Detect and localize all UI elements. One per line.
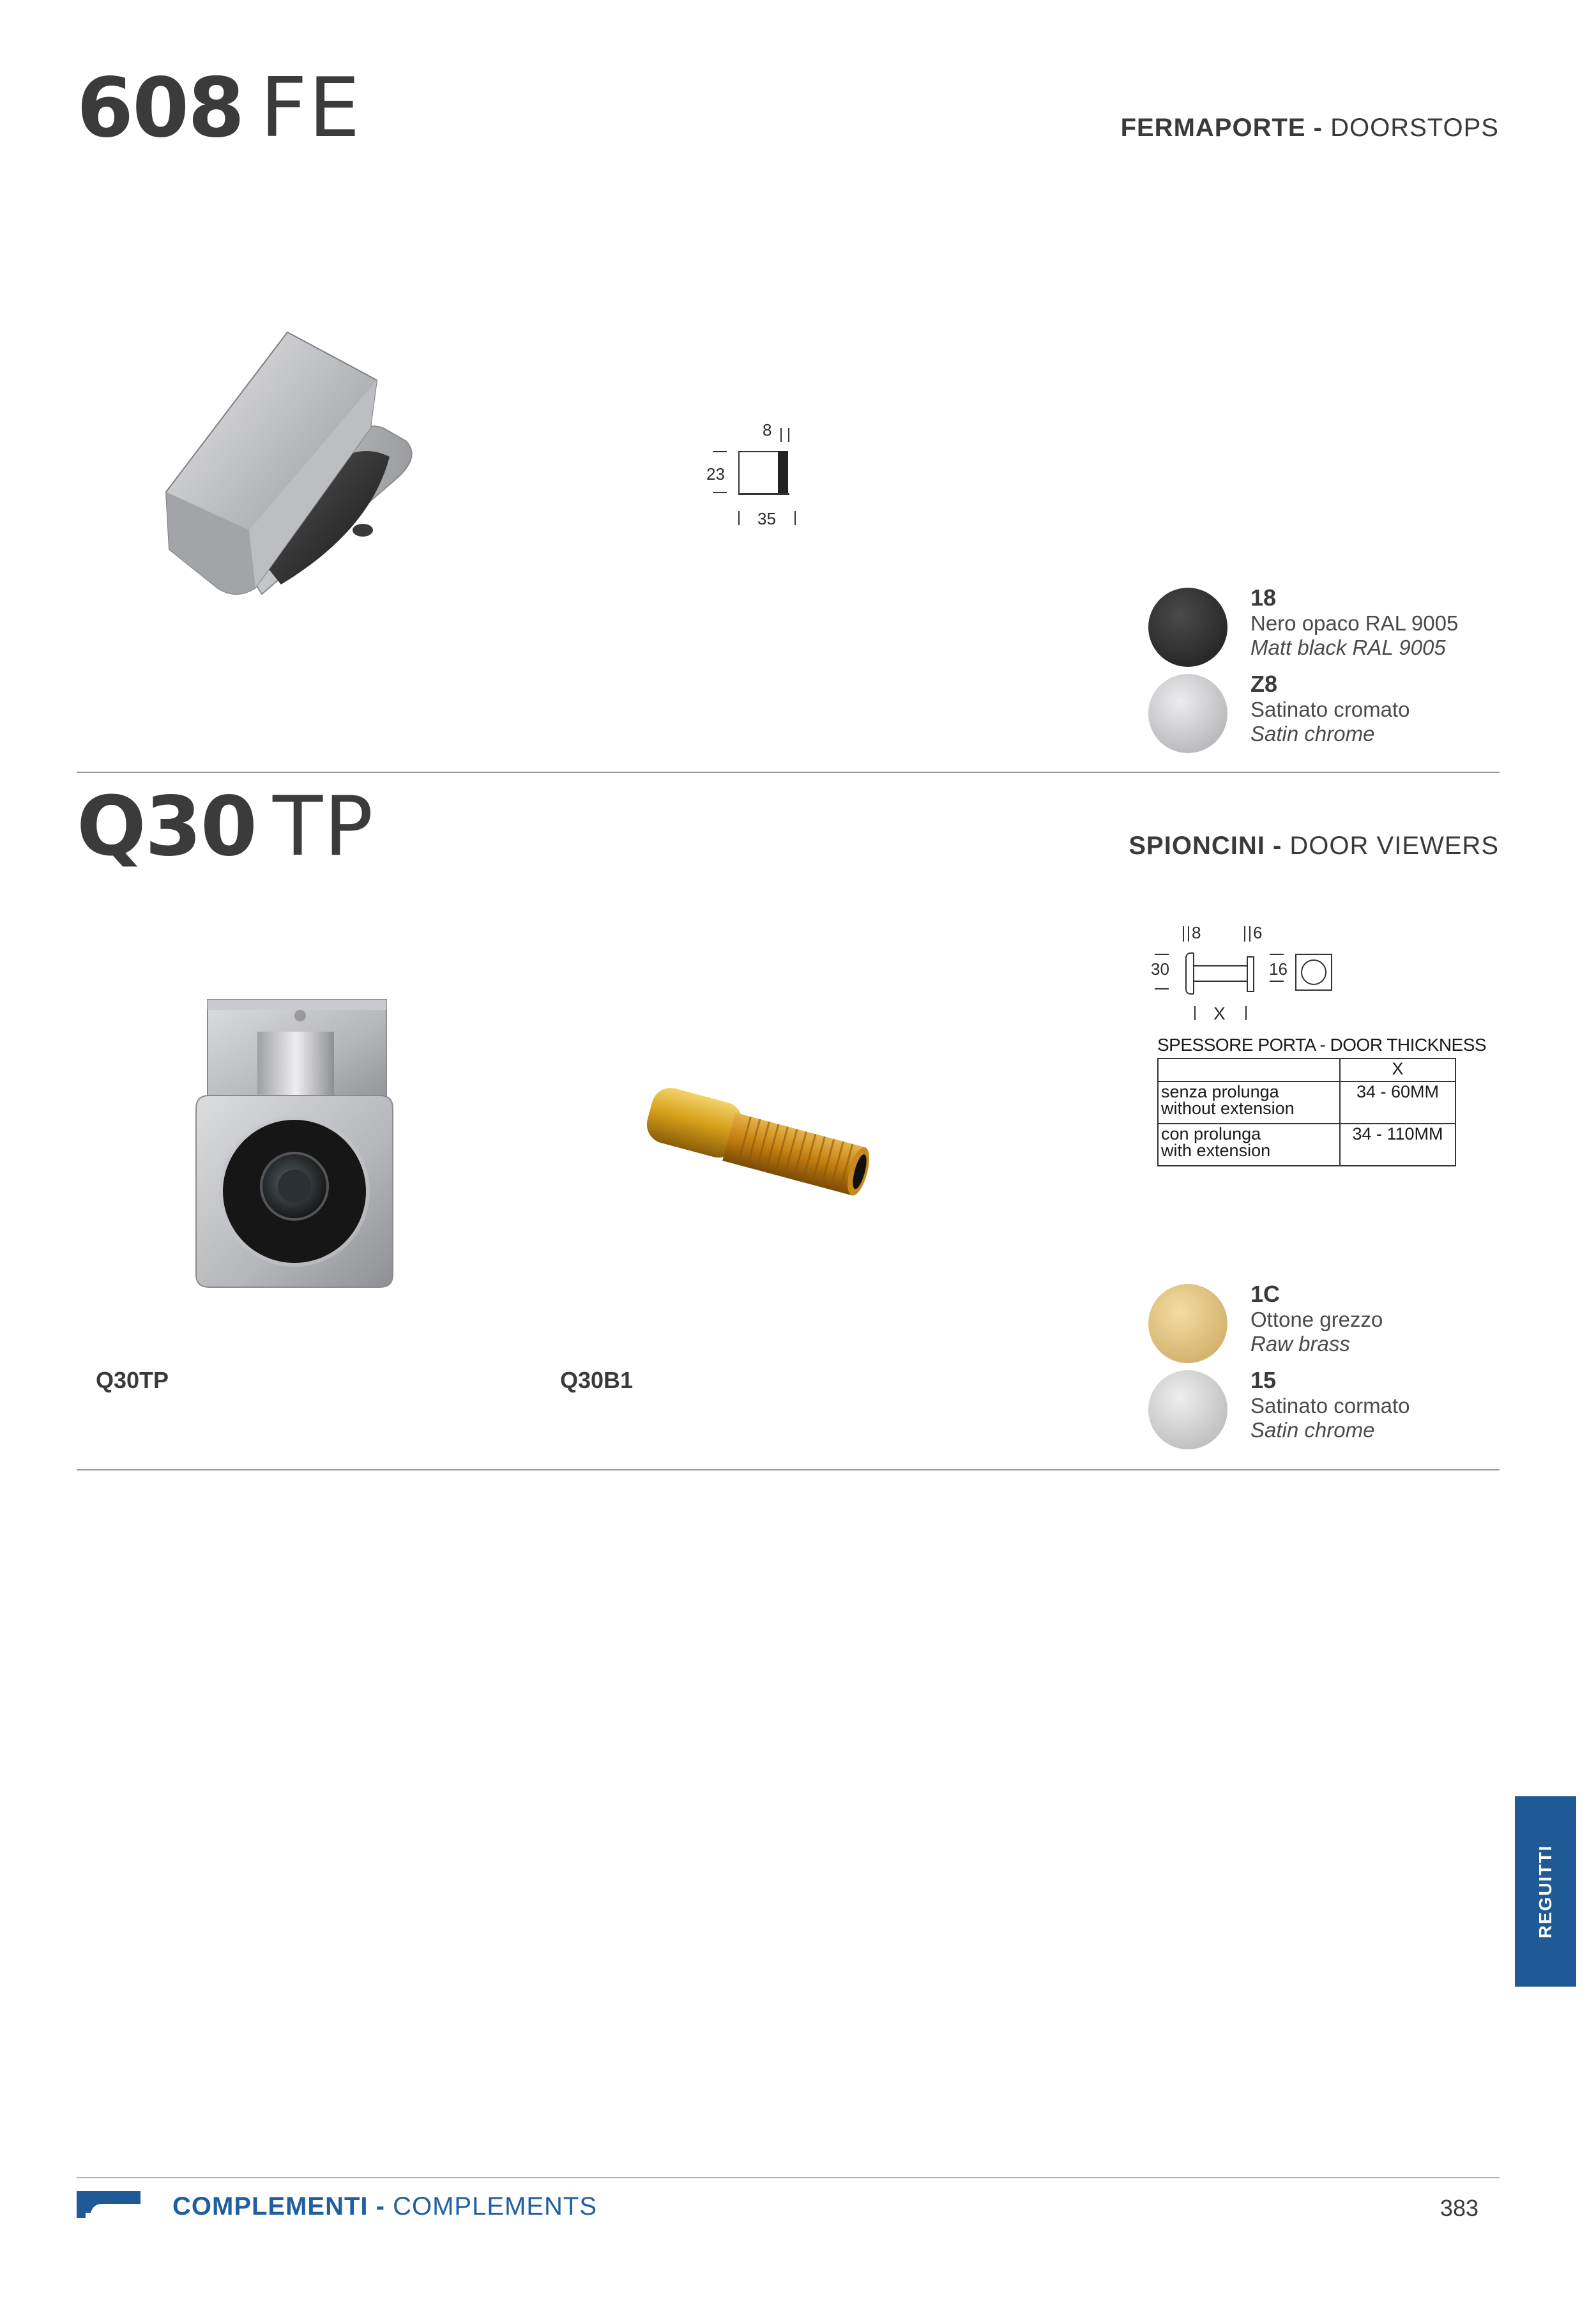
brand-logo-icon bbox=[77, 2191, 141, 2218]
finish-code: 18 bbox=[1250, 584, 1277, 611]
product-code-bold: 608 bbox=[77, 61, 244, 156]
finish-swatch-satin-chrome bbox=[1148, 674, 1227, 753]
dim-23: 23 bbox=[706, 464, 725, 484]
finish-1c bbox=[1250, 1281, 1383, 1356]
footer-category-bold: COMPLEMENTI - bbox=[172, 2192, 385, 2220]
row-label-en: with extension bbox=[1161, 1141, 1271, 1160]
finish-swatch-black bbox=[1148, 588, 1227, 667]
product-code-light: FE bbox=[260, 61, 361, 156]
page-number: 383 bbox=[1440, 2195, 1478, 2221]
finish-code: 1C bbox=[1250, 1281, 1281, 1307]
footer-divider bbox=[77, 2177, 1500, 2178]
finish-name-it: Nero opaco RAL 9005 bbox=[1250, 611, 1459, 635]
table-header-x: X bbox=[1340, 1058, 1455, 1081]
table-row bbox=[1158, 1081, 1455, 1124]
row-label-it: con prolunga bbox=[1161, 1124, 1261, 1143]
category-light: DOORSTOPS bbox=[1330, 114, 1499, 142]
row-value: 34 - 110MM bbox=[1340, 1124, 1455, 1166]
finish-code: 15 bbox=[1250, 1367, 1277, 1393]
row-value: 34 - 60MM bbox=[1340, 1081, 1455, 1124]
category-doorstops bbox=[1121, 114, 1499, 142]
finish-15 bbox=[1250, 1367, 1410, 1442]
product-code-bold: Q30 bbox=[77, 779, 256, 875]
footer-category-light: COMPLEMENTS bbox=[393, 2192, 598, 2220]
row-label-en: without extension bbox=[1161, 1099, 1295, 1118]
section-divider bbox=[77, 1469, 1500, 1470]
doorstop-dimension-drawing bbox=[696, 409, 811, 537]
dim-8: 8 bbox=[763, 420, 772, 439]
table-title: SPESSORE PORTA - DOOR THICKNESS bbox=[1157, 1035, 1487, 1055]
finish-name-it: Satinato cromato bbox=[1250, 698, 1410, 721]
side-tab-label: REGUITTI bbox=[1535, 1844, 1555, 1939]
finish-z8 bbox=[1250, 671, 1410, 746]
finish-name-en: Matt black RAL 9005 bbox=[1250, 636, 1446, 659]
finish-18 bbox=[1250, 584, 1458, 660]
finish-name-en: Raw brass bbox=[1250, 1332, 1350, 1356]
finish-name-en: Satin chrome bbox=[1250, 1418, 1375, 1442]
product-code-light: TP bbox=[272, 779, 375, 875]
product-title-q30tp bbox=[77, 779, 374, 875]
finish-name-it: Ottone grezzo bbox=[1250, 1308, 1383, 1331]
doorstop-image bbox=[153, 319, 434, 632]
finish-code: Z8 bbox=[1250, 671, 1278, 697]
dim-35: 35 bbox=[757, 509, 776, 528]
door-viewer-image bbox=[188, 987, 399, 1294]
dim-6: 6 bbox=[1253, 923, 1263, 942]
finish-name-it: Satinato cormato bbox=[1250, 1394, 1410, 1417]
footer-category bbox=[172, 2192, 597, 2221]
category-bold: SPIONCINI - bbox=[1129, 832, 1282, 860]
finish-name-en: Satin chrome bbox=[1250, 722, 1375, 745]
category-light: DOOR VIEWERS bbox=[1289, 832, 1499, 860]
section-divider bbox=[77, 772, 1500, 773]
side-tab bbox=[1515, 1796, 1576, 1987]
extension-tube-image bbox=[629, 1080, 885, 1207]
category-door-viewers bbox=[1129, 832, 1499, 860]
caption-q30b1: Q30B1 bbox=[560, 1367, 634, 1393]
table-row bbox=[1158, 1124, 1455, 1166]
finish-swatch-raw-brass bbox=[1148, 1284, 1227, 1363]
category-bold: FERMAPORTE - bbox=[1120, 114, 1323, 142]
finish-swatch-satin-chrome bbox=[1148, 1370, 1227, 1449]
product-title-608fe bbox=[77, 61, 361, 156]
caption-q30tp: Q30TP bbox=[96, 1367, 169, 1393]
dim-16: 16 bbox=[1269, 959, 1288, 979]
dim-8: 8 bbox=[1192, 923, 1201, 942]
row-label-it: senza prolunga bbox=[1161, 1082, 1279, 1101]
door-thickness-table bbox=[1157, 1035, 1486, 1166]
table-header-empty bbox=[1158, 1058, 1340, 1081]
dim-x: X bbox=[1213, 1004, 1226, 1023]
dim-30: 30 bbox=[1151, 959, 1169, 979]
door-viewer-dimension-drawing bbox=[1150, 917, 1341, 1025]
